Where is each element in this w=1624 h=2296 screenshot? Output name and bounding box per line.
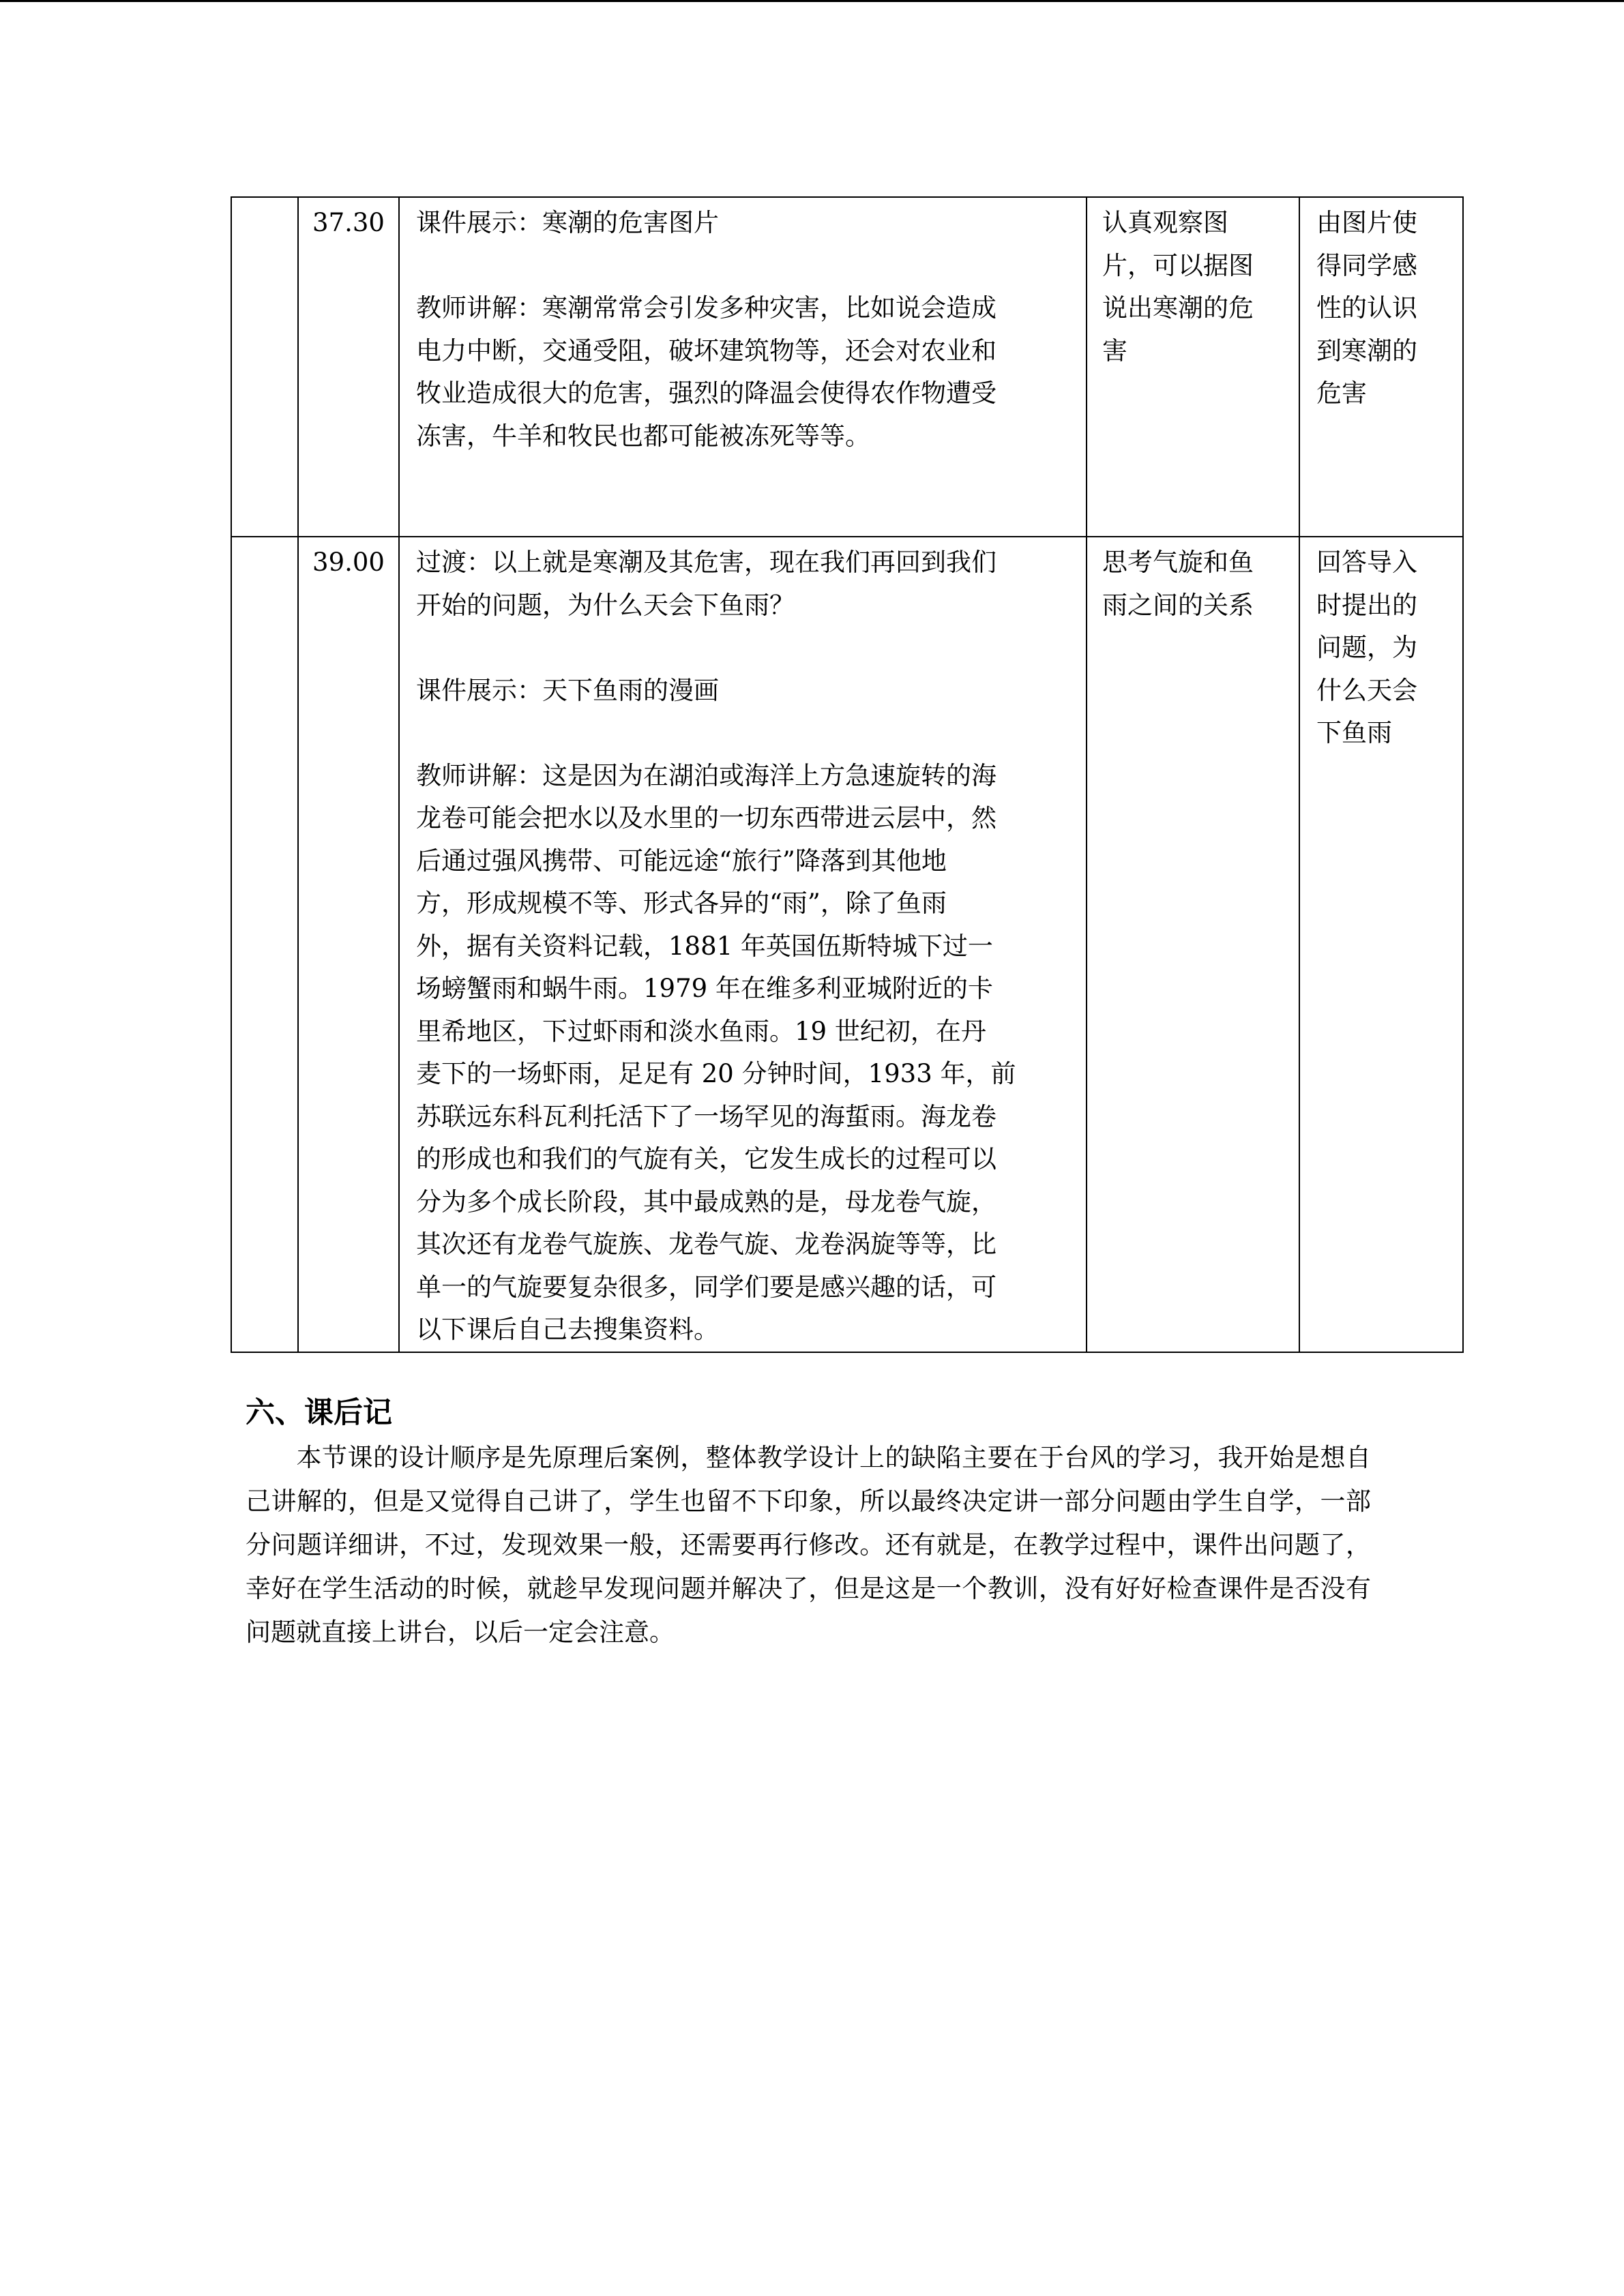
text-line: 冻害，牛羊和牧民也都可能被冻死等等。 [416, 421, 870, 451]
time-cell: 39.00 [298, 537, 399, 1352]
text-line: 外，据有关资料记载，1881 年英国伍斯特城下过一 [416, 931, 993, 961]
blank-line [416, 245, 1075, 288]
lesson-plan-table [231, 196, 1464, 1353]
text-line: 到寒潮的 [1316, 336, 1417, 366]
text-line: 电力中断，交通受阻，破坏建筑物等，还会对农业和 [416, 336, 996, 366]
text-line: 害 [1102, 336, 1127, 366]
blank-line [416, 627, 1075, 670]
text-line: 分为多个成长阶段，其中最成熟的是，母龙卷气旋， [416, 1187, 996, 1217]
table-row [231, 197, 1463, 537]
stage-cell [231, 537, 298, 1352]
text-line: 危害 [1316, 378, 1367, 408]
text-line: 时提出的 [1316, 590, 1417, 620]
text-line: 雨之间的关系 [1102, 590, 1254, 620]
text-line: 问题，为 [1316, 633, 1417, 662]
text-line: 麦下的一场虾雨，足足有 20 分钟时间，1933 年，前 [416, 1059, 1016, 1088]
text-line: 教师讲解：寒潮常常会引发多种灾害，比如说会造成 [416, 293, 996, 323]
section-heading: 六、课后记 [246, 1396, 392, 1430]
text-line: 龙卷可能会把水以及水里的一切东西带进云层中，然 [416, 803, 996, 833]
text-line: 里希地区，下过虾雨和淡水鱼雨。19 世纪初，在丹 [416, 1016, 986, 1046]
reflection-paragraph [246, 1436, 1371, 1654]
text-line: 课件展示：天下鱼雨的漫画 [416, 675, 719, 705]
text-line: 课件展示：寒潮的危害图片 [416, 208, 719, 237]
page-top-border [0, 0, 1624, 2]
text-line: 方，形成规模不等、形式各异的“雨”，除了鱼雨 [416, 889, 947, 918]
student-activity-cell [1087, 537, 1299, 1352]
text-line: 其次还有龙卷气旋族、龙卷气旋、龙卷涡旋等等，比 [416, 1229, 996, 1259]
text-line: 过渡：以上就是寒潮及其危害，现在我们再回到我们 [416, 548, 996, 577]
teacher-activity-cell [399, 537, 1087, 1352]
text-line: 下鱼雨 [1316, 718, 1392, 747]
text-line: 牧业造成很大的危害，强烈的降温会使得农作物遭受 [416, 378, 996, 408]
text-line: 性的认识 [1316, 293, 1417, 323]
text-line: 认真观察图 [1102, 208, 1228, 237]
text-line: 得同学感 [1316, 250, 1417, 280]
text-line: 后通过强风携带、可能远途“旅行”降落到其他地 [416, 846, 947, 876]
text-line: 苏联远东科瓦利托活下了一场罕见的海蜇雨。海龙卷 [416, 1101, 996, 1131]
student-activity-cell [1087, 197, 1299, 537]
text-line: 单一的气旋要复杂很多，同学们要是感兴趣的话，可 [416, 1272, 996, 1302]
text-line: 以下课后自己去搜集资料。 [416, 1315, 719, 1344]
time-cell: 37.30 [298, 197, 399, 537]
text-line: 由图片使 [1316, 208, 1417, 237]
stage-cell [231, 197, 298, 537]
text-line: 片，可以据图 [1102, 250, 1254, 280]
text-line: 思考气旋和鱼 [1102, 548, 1254, 577]
design-intent-cell [1299, 537, 1463, 1352]
text-line: 说出寒潮的危 [1102, 293, 1254, 323]
reflection-text: 本节课的设计顺序是先原理后案例，整体教学设计上的缺陷主要在于台风的学习，我开始是想自己讲解的，但是又觉得自己讲了，学生也留不下印象，所以最终决定讲一部分问题由学生自学，一部分问题详细讲，不过，发现效果一般，还需要再行修改。还有就是，在教学过程中，课件出问题了，幸好在学生活动的时候，就趁早发现问题并解决了，但是这是一个教训，没有好好检查课件是否没有问题就直接上讲台，以后一定会注意。 [246, 1443, 1371, 1647]
text-line: 开始的问题，为什么天会下鱼雨？ [416, 590, 795, 620]
text-line: 的形成也和我们的气旋有关，它发生成长的过程可以 [416, 1144, 996, 1174]
table-row [231, 537, 1463, 1352]
text-line: 场螃蟹雨和蜗牛雨。1979 年在维多利亚城附近的卡 [416, 974, 993, 1003]
text-line: 回答导入 [1316, 548, 1417, 577]
design-intent-cell [1299, 197, 1463, 537]
text-line: 教师讲解：这是因为在湖泊或海洋上方急速旋转的海 [416, 760, 996, 790]
teacher-activity-cell [399, 197, 1087, 537]
text-line: 什么天会 [1316, 675, 1417, 705]
blank-line [416, 712, 1075, 755]
